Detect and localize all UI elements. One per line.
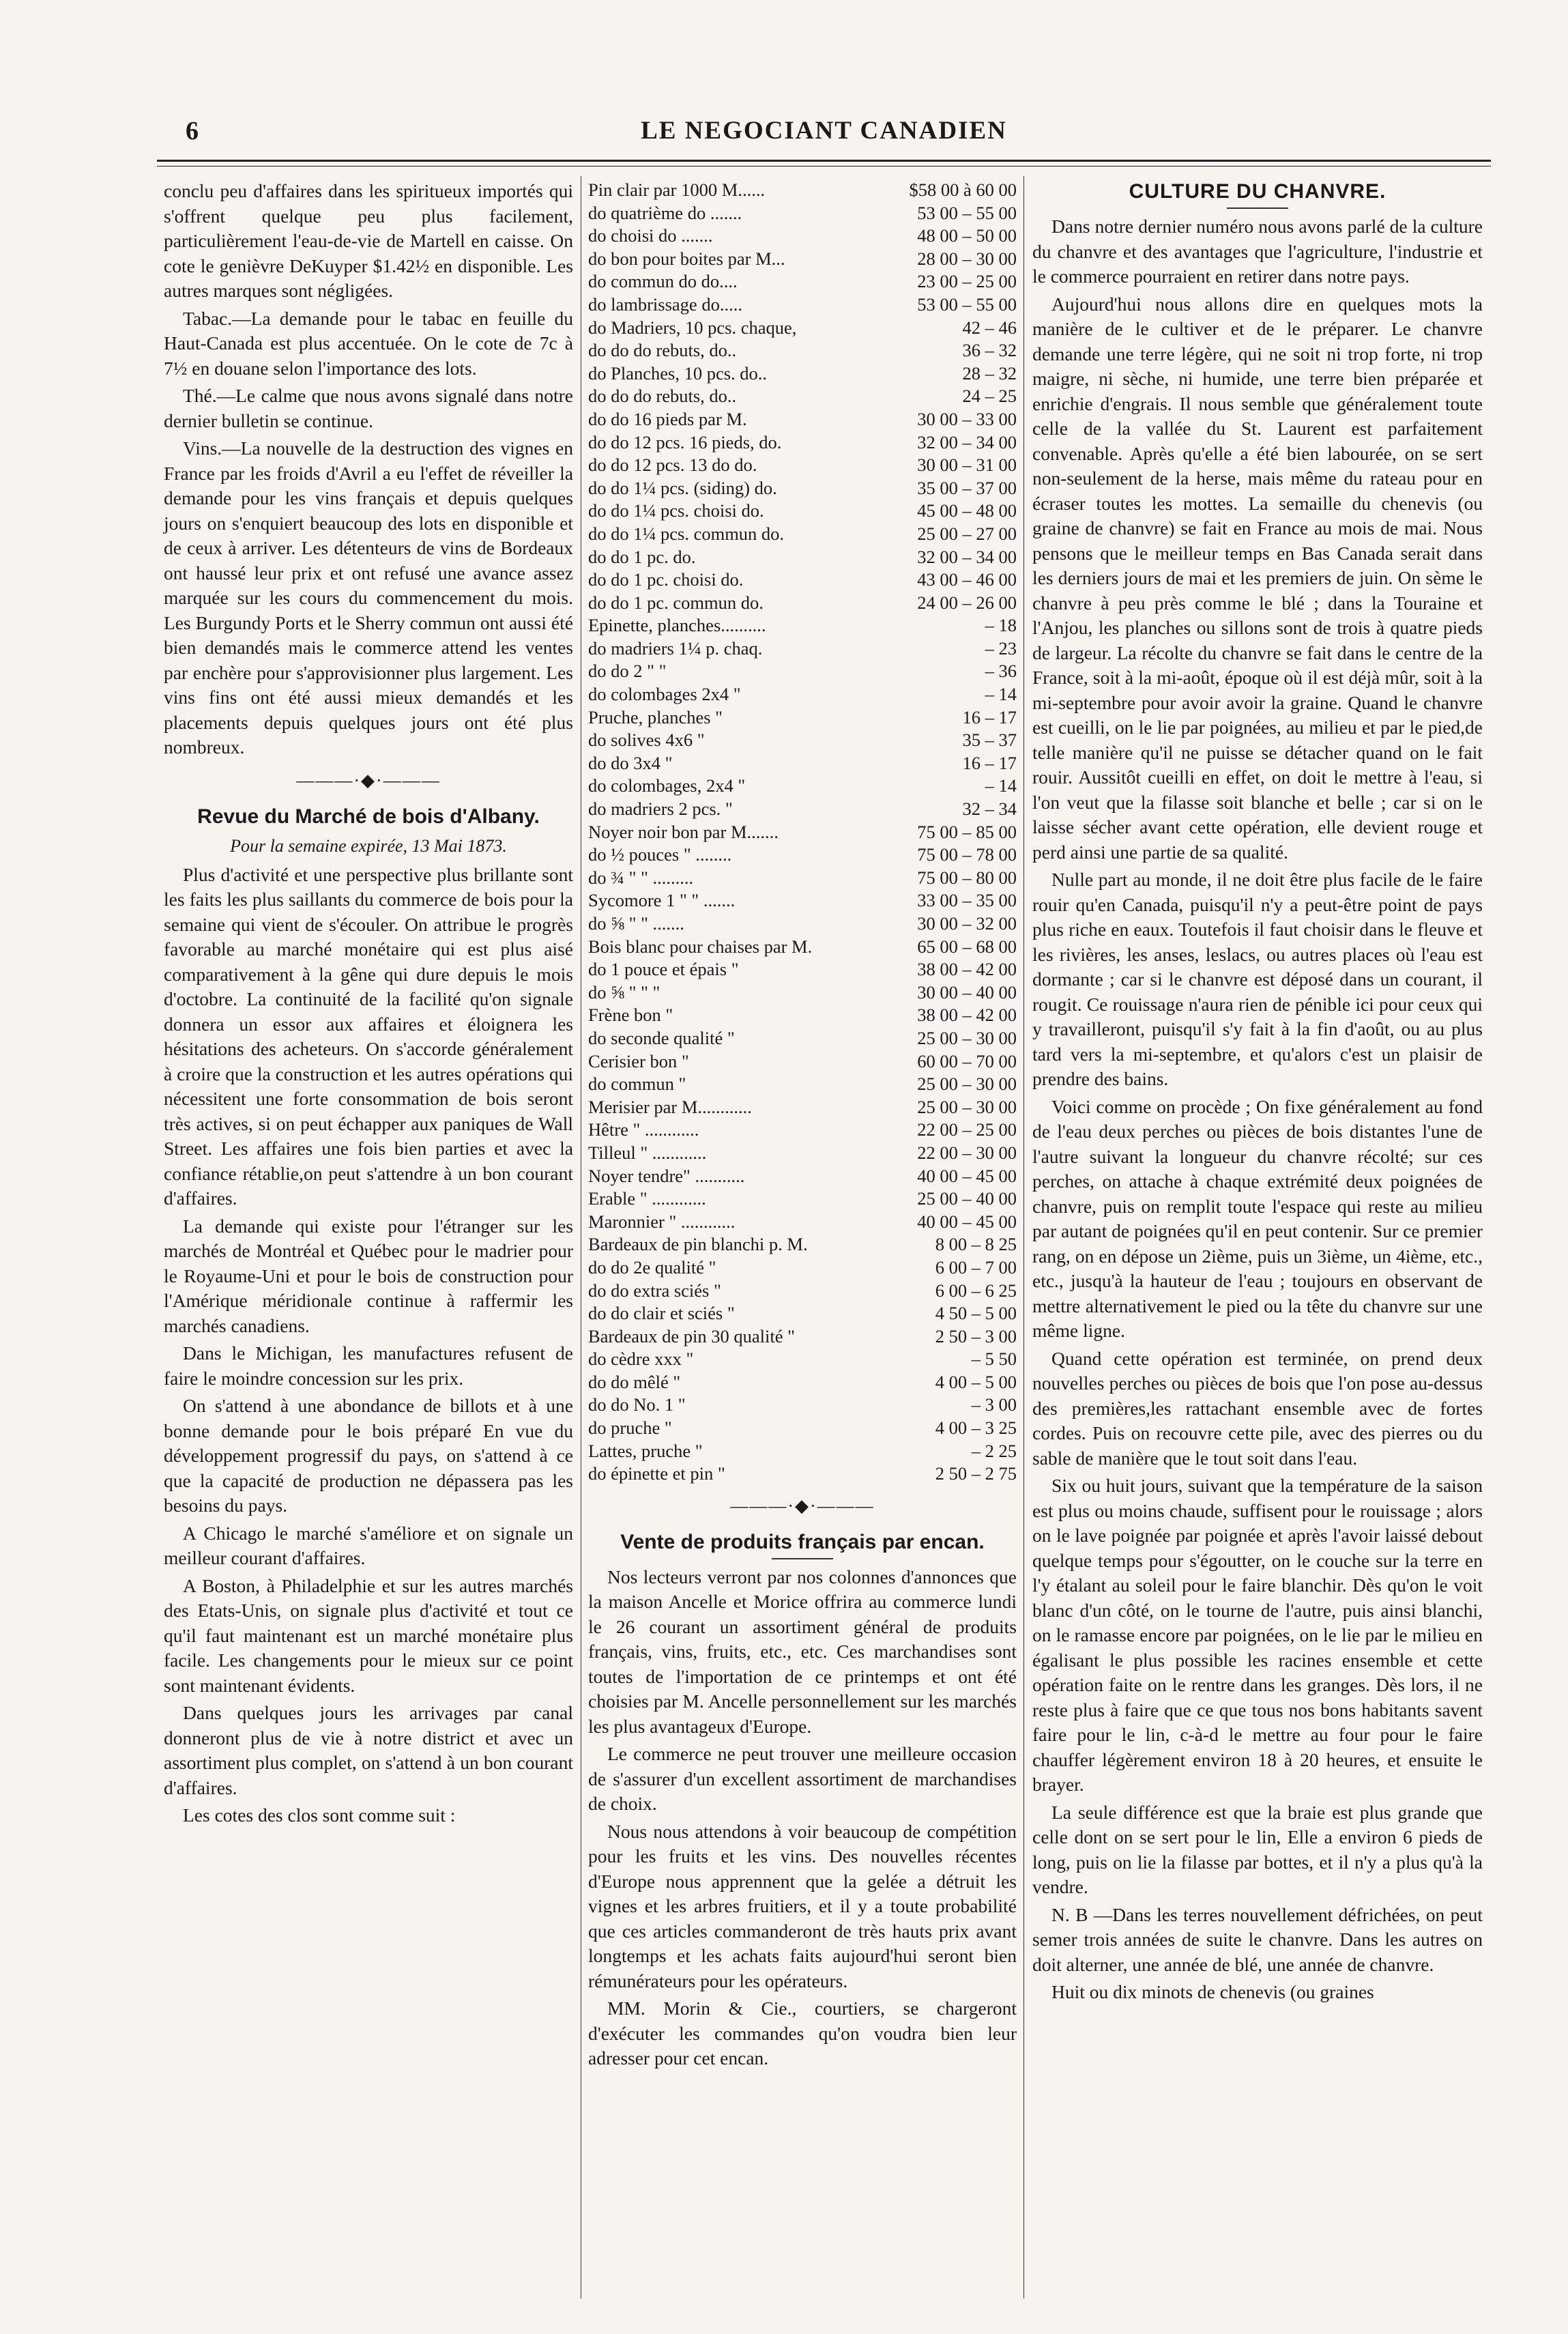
price-value: 4 50 – 5 00 <box>935 1303 1017 1324</box>
newspaper-title: LE NEGOCIANT CANADIEN <box>641 117 1007 145</box>
price-row <box>588 431 1017 455</box>
price-value: 6 00 – 6 25 <box>935 1280 1017 1301</box>
price-row <box>588 202 1017 225</box>
price-item: Merisier par M............ <box>588 1096 752 1117</box>
price-value: 42 – 46 <box>962 317 1017 338</box>
paragraph: Huit ou dix minots de chenevis (ou graines <box>1051 1981 1374 2002</box>
price-item: Noyer noir bon par M....... <box>588 821 779 842</box>
paragraph: La demande qui existe pour l'étranger sur les marchés de Montréal et Québec pour le madrier pour le Royaume-Uni et pour le bois de construction pour l'Amérique méridionale continue à raffermir les marchés canadiens. <box>164 1215 573 1336</box>
price-item: do do 3x4 " <box>588 752 673 773</box>
price-row <box>588 592 1017 615</box>
price-value: 36 – 32 <box>962 340 1017 361</box>
price-value: 75 00 – 80 00 <box>917 867 1017 888</box>
price-item: Bardeaux de pin 30 qualité " <box>588 1325 795 1346</box>
title-rule <box>1227 207 1288 209</box>
price-value: 25 00 – 27 00 <box>917 523 1017 544</box>
section-ornament: ———·◆·——— <box>730 1495 875 1516</box>
price-item: do ⅝ " " ....... <box>588 913 684 934</box>
price-row <box>588 1233 1017 1256</box>
running-header <box>157 115 1491 156</box>
paragraph: Aujourd'hui nous allons dire en quelques mots la manière de le cultiver et de le préparer. Le chanvre demande une terre légère, qui ne soit ni trop forte, ni trop maigre, ni sèche, ni humide, une terre bien préparée et enrichie d'engrais. Il nous semble que généralement toute celle de la vallée du St. Laurent est parfaitement convenable. Après qu'elle a été bien labourée, on se sert non-seulement de la herse, mais même du rateau pour en écraser toutes les mottes. La semaille du chenevis (ou graine de chanvre) se fait en France au mois de mai. Nous pensons que le meilleur temps en Bas Canada serait dans les derniers jours de mai et les premiers de juin. On sème le chanvre à peu près comme le blé ; dans la Touraine et l'Anjou, les planches ou sillons sont de trois à quatre pieds de largeur. La récolte du chanvre se fait dans le centre de la France, soit à la mi-août, époque où il est déjà mûr, soit à la mi-septembre pour avoir avoir la graine. Quand le chanvre est cueilli, on le lie par poignées, au milieu et par le pied,de telle manière qu'il ne puisse se détacher quand on le fait rouir. Aussitôt cueilli en effet, on doit le mettre à l'eau, si l'on veut que la filasse soit blanche et belle ; car si on le laisse sécher avant cette opération, elle devient rouge et perd ainsi une partie de sa qualité. <box>1032 293 1483 863</box>
title-rule <box>772 1558 833 1559</box>
price-value: 24 00 – 26 00 <box>917 592 1017 613</box>
price-row <box>588 1073 1017 1096</box>
price-item: do do 1¼ pcs. (siding) do. <box>588 477 777 498</box>
price-row <box>588 614 1017 637</box>
paragraph: Dans le Michigan, les manufactures refusent de faire le moindre concession sur les prix. <box>164 1342 573 1389</box>
price-row <box>588 683 1017 706</box>
price-item: Erable " ............ <box>588 1188 706 1209</box>
price-row <box>588 936 1017 959</box>
paragraph: Quand cette opération est terminée, on prend deux nouvelles perches ou pièces de bois que l'on pose au-dessus des premières,les rattachant ensemble avec de fortes cordes. Puis on recouvre cette pile, avec des pierres ou du sable de manière que le tout soit dans l'eau. <box>1032 1347 1483 1469</box>
price-item: Pin clair par 1000 M...... <box>588 179 766 200</box>
price-value: 4 00 – 3 25 <box>935 1417 1017 1439</box>
price-value: 6 00 – 7 00 <box>935 1256 1017 1278</box>
price-item: do madriers 2 pcs. " <box>588 798 733 820</box>
paragraph: conclu peu d'affaires dans les spiritueux importés qui s'offrent quelque peu plus facilement, particulièrement l'eau-de-vie de Martell en caisse. On cote le genièvre DeKuyper $1.42½ en disponible. Les autres marques sont négligées. <box>164 180 573 301</box>
price-row <box>588 1348 1017 1371</box>
paragraph: Tabac.—La demande pour le tabac en feuille du Haut-Canada est plus accentuée. On le cote de 7c à 7½ en douane selon l'importance des lots. <box>164 307 573 379</box>
price-row <box>588 798 1017 821</box>
price-value: 2 50 – 2 75 <box>935 1463 1017 1484</box>
price-value: 22 00 – 30 00 <box>917 1142 1017 1163</box>
price-row <box>588 362 1017 386</box>
paragraph: Nous nous attendons à voir beaucoup de compétition pour les fruits et les vins. Des nouvelles récentes d'Europe nous apprennent que la gelée a détruit les vignes et les arbres fruitiers, et il y a toute probabilité que ces articles commanderont de très hauts prix avant longtemps et les achats faits aujourd'hui seront bien rémunérateurs pour les opérateurs. <box>588 1820 1017 1991</box>
price-value: – 3 00 <box>971 1394 1017 1415</box>
price-row <box>588 270 1017 293</box>
price-value: 38 00 – 42 00 <box>917 1005 1017 1026</box>
paragraph: N. B —Dans les terres nouvellement défrichées, on peut semer trois années de suite le chanvre. Dans les autres on doit alterner, une année de blé, une année de chanvre. <box>1032 1903 1483 1975</box>
page-number: 6 <box>186 117 199 145</box>
price-row <box>588 867 1017 890</box>
price-value: 25 00 – 30 00 <box>917 1027 1017 1048</box>
price-item: do solives 4x6 " <box>588 730 705 751</box>
price-row <box>588 1142 1017 1165</box>
price-item: do colombages, 2x4 " <box>588 775 746 796</box>
price-value: 60 00 – 70 00 <box>917 1050 1017 1071</box>
paragraph: Dans notre dernier numéro nous avons parlé de la culture du chanvre et des avantages que l'agriculture, l'industrie et le commerce pourraient en retirer dans notre pays. <box>1032 216 1483 287</box>
paragraph: Plus d'activité et une perspective plus brillante sont les faits les plus saillants du commerce de bois pour la semaine qui vient de s'écouler. On attribue le progrès favorable au marché monétaire qui est plus aisé comparativement à la gêne qui dure depuis le mois d'octobre. La continuité de la facilité qu'on signale donnera un essor aux affaires et éloignera les hésitations des acheteurs. On s'accorde généralement à croire que la construction et les autres opérations qui nécessitent une forte consommation de bois seront très actives, si on peut échapper aux paniques de Wall Street. Les affaires une fois bien parties et avec la confiance rétablie,on peut s'attendre à un bon courant d'affaires. <box>164 863 573 1209</box>
price-value: 2 50 – 3 00 <box>935 1325 1017 1346</box>
price-item: do 1 pouce et épais " <box>588 959 739 980</box>
price-row <box>588 1050 1017 1074</box>
price-value: 28 – 32 <box>962 362 1017 384</box>
column-divider <box>1023 176 1024 2299</box>
price-value: 38 00 – 42 00 <box>917 959 1017 980</box>
price-value: 53 00 – 55 00 <box>917 293 1017 315</box>
price-row <box>588 1371 1017 1394</box>
price-item: do do 12 pcs. 13 do do. <box>588 455 757 476</box>
price-value: – 18 <box>985 615 1017 636</box>
price-row <box>588 1211 1017 1234</box>
price-item: do do extra sciés " <box>588 1280 721 1301</box>
paragraph: Nos lecteurs verront par nos colonnes d'annonces que la maison Ancelle et Morice offrira au commerce lundi le 26 courant un assortiment général de produits français, vins, fruits, etc., etc. Ces marchandises sont toutes de l'importation de ce printemps et ont été choisies par M. Ancelle personnellement sur les marchés les plus avantageux d'Europe. <box>588 1566 1017 1737</box>
price-row <box>588 844 1017 867</box>
price-item: do commun do do.... <box>588 271 738 292</box>
price-item: do do 2 " " <box>588 661 667 682</box>
price-row <box>588 706 1017 730</box>
price-item: do choisi do ....... <box>588 225 713 246</box>
price-item: do épinette et pin " <box>588 1463 725 1484</box>
price-value: 30 00 – 33 00 <box>917 408 1017 429</box>
price-value: 32 00 – 34 00 <box>917 546 1017 567</box>
section-title: Vente de produits français par encan. <box>620 1530 985 1553</box>
price-value: 45 00 – 48 00 <box>917 500 1017 521</box>
price-item: do do 1 pc. commun do. <box>588 592 764 613</box>
paragraph: Thé.—Le calme que nous avons signalé dans notre dernier bulletin se continue. <box>164 385 573 431</box>
price-value: – 23 <box>985 637 1017 659</box>
paragraph: La seule différence est que la braie est plus grande que celle dont on se sert pour le lin, Elle a environ 6 pieds de long, puis on lie la filasse par bottes, et il n'y a plus qu'à la vendre. <box>1032 1801 1483 1897</box>
paragraph: Vins.—La nouvelle de la destruction des vignes en France par les froids d'Avril a eu l'effet de réveiller la demande pour les vins français et depuis quelques jours on s'enquiert beaucoup des lots en disponible et de ceux à arriver. Les détenteurs de vins de Bordeaux ont haussé leur prix et ont refusé une avance assez marquée sur les cours du commencement du mois. Les Burgundy Ports et le Sherry commun ont aussi été bien demandés mais le commerce attend les ventes par enchère pour s'approvisionner plus largement. Les vins fins ont été aussi mieux demandés et les placements depuis quelques jours ont été plus nombreux. <box>164 437 573 758</box>
price-value: 4 00 – 5 00 <box>935 1371 1017 1392</box>
section-ornament: ———·◆·——— <box>296 770 441 790</box>
price-value: 30 00 – 31 00 <box>917 455 1017 476</box>
price-item: do lambrissage do..... <box>588 293 742 315</box>
price-item: Epinette, planches.......... <box>588 615 766 636</box>
price-row <box>588 1394 1017 1417</box>
paragraph: On s'attend à une abondance de billots et à une bonne demande pour le bois préparé En vue du développement progressif du pays, on s'attend à ce que la capacité de production ne dépassera pas les besoins du pays. <box>164 1395 573 1516</box>
price-row <box>588 1256 1017 1280</box>
price-value: 25 00 – 30 00 <box>917 1074 1017 1095</box>
section-title: Revue du Marché de bois d'Albany. <box>197 805 540 828</box>
price-row <box>588 248 1017 271</box>
price-row <box>588 408 1017 431</box>
price-value: 30 00 – 40 00 <box>917 981 1017 1003</box>
price-row <box>588 912 1017 936</box>
price-item: Bois blanc pour chaises par M. <box>588 936 813 957</box>
price-row <box>588 660 1017 683</box>
price-item: do do 1¼ pcs. choisi do. <box>588 500 764 521</box>
price-item: do do do rebuts, do.. <box>588 386 737 407</box>
price-value: 25 00 – 30 00 <box>917 1096 1017 1117</box>
price-row <box>588 1417 1017 1440</box>
price-item: do Planches, 10 pcs. do.. <box>588 362 768 384</box>
price-item: do do do rebuts, do.. <box>588 340 737 361</box>
price-row <box>588 1187 1017 1211</box>
price-row <box>588 1165 1017 1188</box>
header-rule-thin <box>157 166 1491 167</box>
price-value: – 2 25 <box>971 1440 1017 1461</box>
price-value: 43 00 – 46 00 <box>917 569 1017 590</box>
price-item: do madriers 1¼ p. chaq. <box>588 637 763 659</box>
paragraph: A Boston, à Philadelphie et sur les autres marchés des Etats-Unis, on signale plus d'activité et tout ce qu'il faut maintenant est un marché monétaire plus facile. Les changements pour le mieux sur ce point sont maintenant évidents. <box>164 1574 573 1696</box>
paragraph: MM. Morin & Cie., courtiers, se chargeront d'exécuter les commandes qu'on voudra bien leur adresser pour cet encan. <box>588 1998 1017 2069</box>
paragraph: Six ou huit jours, suivant que la température de la saison est plus ou moins chaude, suffisent pour le rouissage ; alors on le lave poignée par poignée et après l'avoir laissé debout quelque temps pour s'égoutter, on le couche sur la terre en l'y étalant au soleil pour le faire blanchir. Dès qu'on le voit blanc d'un côté, on le tourne de l'autre, puis ainsi blanchi, on le ramasse encore par poignées, on le lie par le milieu en égalisant le plus possible les racines ensemble et cette opération faite on le rentre dans les granges. Dès lors, il ne reste plus à faire que ce que tous nos bons habitants savent faire pour le lin, c-à-d le mettre au four pour le faire chauffer légèrement environ 18 à 20 heures, et ensuite le brayer. <box>1032 1475 1483 1795</box>
price-row <box>588 1280 1017 1303</box>
price-value: 25 00 – 40 00 <box>917 1188 1017 1209</box>
price-value: 75 00 – 85 00 <box>917 821 1017 842</box>
price-row <box>588 477 1017 500</box>
dateline: Pour la semaine expirée, 13 Mai 1873. <box>230 835 507 856</box>
price-item: do ¾ " " ......... <box>588 867 694 888</box>
price-list-table <box>588 179 1017 1486</box>
price-item: Frène bon " <box>588 1005 673 1026</box>
price-row <box>588 179 1017 202</box>
price-item: do pruche " <box>588 1417 672 1439</box>
price-value: 53 00 – 55 00 <box>917 202 1017 223</box>
price-item: Noyer tendre" ........... <box>588 1165 745 1186</box>
column-1 <box>164 179 573 2298</box>
price-row <box>588 1004 1017 1027</box>
price-item: do do 16 pieds par M. <box>588 408 747 429</box>
price-item: Lattes, pruche " <box>588 1440 703 1461</box>
price-value: 75 00 – 78 00 <box>917 844 1017 865</box>
price-row <box>588 317 1017 340</box>
price-value: – 14 <box>985 684 1017 705</box>
price-item: do do clair et sciés " <box>588 1303 735 1324</box>
price-row <box>588 958 1017 981</box>
price-value: 32 00 – 34 00 <box>917 431 1017 452</box>
price-item: do do 12 pcs. 16 pieds, do. <box>588 431 782 452</box>
price-value: 40 00 – 45 00 <box>917 1165 1017 1186</box>
price-item: Pruche, planches " <box>588 706 723 727</box>
price-value: 23 00 – 25 00 <box>917 271 1017 292</box>
price-item: Cerisier bon " <box>588 1050 689 1071</box>
price-value: 48 00 – 50 00 <box>917 225 1017 246</box>
paragraph: Voici comme on procède ; On fixe généralement au fond de l'eau deux perches ou pièces de bois distantes l'une de l'autre suivant la longueur du chanvre récolté; sur ces perches, on attache à chaque extrémité deux poignées de chanvre, puis on remplit toute l'espace qui reste au milieu par autant de poignées qu'il en peut contenir. Sur ce premier rang, on en dépose un 2ième, puis un 3ième, un 4ième, etc., etc., jusqu'à la hauteur de l'eau ; toujours en observant de mettre alternativement le pied ou la tête du chanvre sur une même ligne. <box>1032 1095 1483 1341</box>
price-value: – 36 <box>985 661 1017 682</box>
price-value: 32 – 34 <box>962 798 1017 820</box>
price-value: 28 00 – 30 00 <box>917 248 1017 269</box>
price-row <box>588 1325 1017 1349</box>
price-value: 65 00 – 68 00 <box>917 936 1017 957</box>
price-value: 22 00 – 25 00 <box>917 1119 1017 1140</box>
price-row <box>588 821 1017 844</box>
price-row <box>588 225 1017 248</box>
price-item: do cèdre xxx " <box>588 1349 694 1370</box>
price-row <box>588 752 1017 775</box>
price-row <box>588 637 1017 661</box>
price-row <box>588 1302 1017 1325</box>
price-row <box>588 775 1017 798</box>
price-row <box>588 293 1017 317</box>
price-value: 35 – 37 <box>962 730 1017 751</box>
price-item: do do No. 1 " <box>588 1394 686 1415</box>
price-value: 16 – 17 <box>962 752 1017 773</box>
price-value: 30 00 – 32 00 <box>917 913 1017 934</box>
price-row <box>588 339 1017 362</box>
price-row <box>588 500 1017 523</box>
price-value: 16 – 17 <box>962 706 1017 727</box>
price-row <box>588 889 1017 912</box>
price-item: do seconde qualité " <box>588 1027 735 1048</box>
price-item: Sycomore 1 " " ....... <box>588 890 736 911</box>
price-item: do bon pour boites par M... <box>588 248 785 269</box>
price-item: Tilleul " ............ <box>588 1142 707 1163</box>
price-value: 35 00 – 37 00 <box>917 477 1017 498</box>
paragraph: A Chicago le marché s'améliore et on signale un meilleur courant d'affaires. <box>164 1522 573 1568</box>
price-value: 40 00 – 45 00 <box>917 1211 1017 1232</box>
price-item: do ½ pouces " ........ <box>588 844 732 865</box>
section-title: CULTURE DU CHANVRE. <box>1129 180 1386 203</box>
header-rule <box>157 160 1491 162</box>
price-row <box>588 1027 1017 1050</box>
price-item: do do 2e qualité " <box>588 1256 716 1278</box>
price-row <box>588 729 1017 752</box>
price-value: $58 00 à 60 00 <box>909 179 1017 200</box>
price-item: do do 1¼ pcs. commun do. <box>588 523 785 544</box>
price-row <box>588 385 1017 408</box>
price-row <box>588 1119 1017 1142</box>
price-item: Maronnier " ............ <box>588 1211 736 1232</box>
price-item: do do 1 pc. do. <box>588 546 696 567</box>
price-item: Hêtre " ............ <box>588 1119 699 1140</box>
paragraph: Le commerce ne peut trouver une meilleure occasion de s'assurer d'un excellent assortiment de marchandises de choix. <box>588 1743 1017 1815</box>
price-row <box>588 546 1017 569</box>
price-item: do commun " <box>588 1074 686 1095</box>
price-row <box>588 981 1017 1005</box>
price-value: 8 00 – 8 25 <box>935 1234 1017 1255</box>
paragraph: Dans quelques jours les arrivages par canal donneront plus de vie à notre district et avec un assortiment plus complet, on s'attend à un bon courant d'affaires. <box>164 1702 573 1798</box>
paragraph: Nulle part au monde, il ne doit être plus facile de le faire rouir qu'en Canada, puisqu'il n'y a peut-être point de pays plus riche en eaux. Toutefois il faut choisir dans le fleuve et les rivières, les anses, leslacs, ou autres places où l'eau est dormante ; car si le chanvre est déposé dans un courant, il rougit. Ce rouissage n'aura rien de pénible ici pour ceux qui y travailleront, puisqu'il s'y fait à la fin d'août, ou au plus tard vers la mi-septembre, et qu'alors c'est un plaisir de prendre des bains. <box>1032 869 1483 1089</box>
price-row <box>588 1463 1017 1486</box>
column-2 <box>588 179 1017 2298</box>
price-row <box>588 1096 1017 1119</box>
paragraph: Les cotes des clos sont comme suit : <box>183 1804 456 1826</box>
price-value: – 14 <box>985 775 1017 796</box>
price-row <box>588 568 1017 592</box>
price-value: – 5 50 <box>971 1349 1017 1370</box>
price-value: 24 – 25 <box>962 386 1017 407</box>
price-item: do do 1 pc. choisi do. <box>588 569 744 590</box>
price-row <box>588 1440 1017 1463</box>
column-3 <box>1032 179 1483 2298</box>
price-item: do quatrième do ....... <box>588 202 742 223</box>
price-item: Bardeaux de pin blanchi p. M. <box>588 1234 808 1255</box>
price-row <box>588 523 1017 546</box>
price-item: do ⅝ " " " <box>588 981 660 1003</box>
price-item: do Madriers, 10 pcs. chaque, <box>588 317 797 338</box>
price-item: do do mêlé " <box>588 1371 681 1392</box>
price-item: do colombages 2x4 " <box>588 684 741 705</box>
price-row <box>588 454 1017 477</box>
price-value: 33 00 – 35 00 <box>917 890 1017 911</box>
